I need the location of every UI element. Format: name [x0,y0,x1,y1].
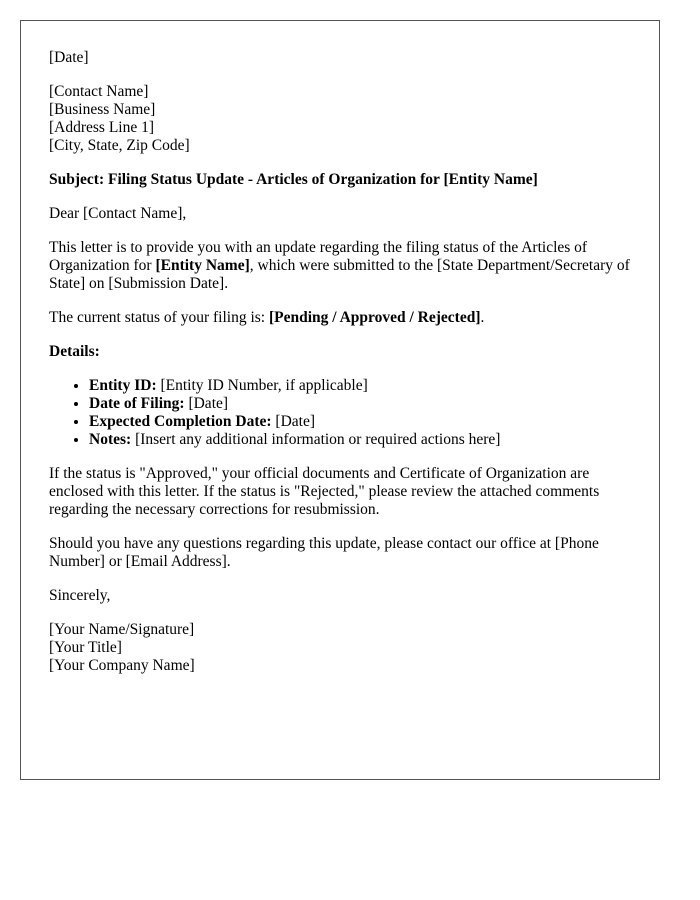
intro-text-part1: This letter is to provide you with an update regarding the filing status of the Articles of Organization for [49,239,588,274]
contact-paragraph: Should you have any questions regarding this update, please contact our office at [Phone Number] or [Email Address]. [49,535,599,570]
detail-value: [Date] [271,413,315,430]
detail-expected-completion-date [89,413,631,431]
detail-date-of-filing [89,395,631,413]
salutation: Dear [Contact Name], [49,205,187,222]
status-prefix: The current status of your filing is: [49,309,269,326]
recipient-address [49,83,631,155]
detail-label: Date of Filing: [89,395,185,412]
recipient-city-state-zip: [City, State, Zip Code] [49,137,190,154]
signature-block [49,621,631,675]
recipient-business-name: [Business Name] [49,101,156,118]
details-heading: Details: [49,343,100,360]
detail-entity-id [89,377,631,395]
detail-label: Entity ID: [89,377,157,394]
detail-label: Notes: [89,431,132,448]
status-explanation-paragraph: If the status is "Approved," your official documents and Certificate of Organization are enclosed with this letter. If the status is "Rejected," please review the attached comments regarding the necessary corrections for resubmission. [49,465,600,518]
detail-value: [Date] [184,395,229,412]
status-value: [Pending / Approved / Rejected] [268,309,481,326]
status-suffix: . [480,309,485,326]
details-list [49,377,631,449]
signature-title: [Your Title] [49,639,122,656]
recipient-contact-name: [Contact Name] [49,83,149,100]
detail-label: Expected Completion Date: [89,413,272,430]
letter-page [20,20,660,780]
detail-value: [Entity ID Number, if applicable] [156,377,368,394]
intro-paragraph [49,239,631,293]
closing: Sincerely, [49,587,111,604]
detail-value: [Insert any additional information or required actions here] [131,431,501,448]
subject-line: Subject: Filing Status Update - Articles of Organization for [Entity Name] [49,171,538,188]
signature-name: [Your Name/Signature] [49,621,195,638]
intro-text-part2: , which were submitted to the [State Department/Secretary of State] on [Submission Date]. [49,257,630,292]
status-line [49,309,631,327]
signature-company: [Your Company Name] [49,657,195,674]
detail-notes [89,431,631,449]
intro-entity-name: [Entity Name] [155,257,250,274]
date-text: [Date] [49,49,89,66]
recipient-address-line-1: [Address Line 1] [49,119,155,136]
letter-date [49,49,631,67]
